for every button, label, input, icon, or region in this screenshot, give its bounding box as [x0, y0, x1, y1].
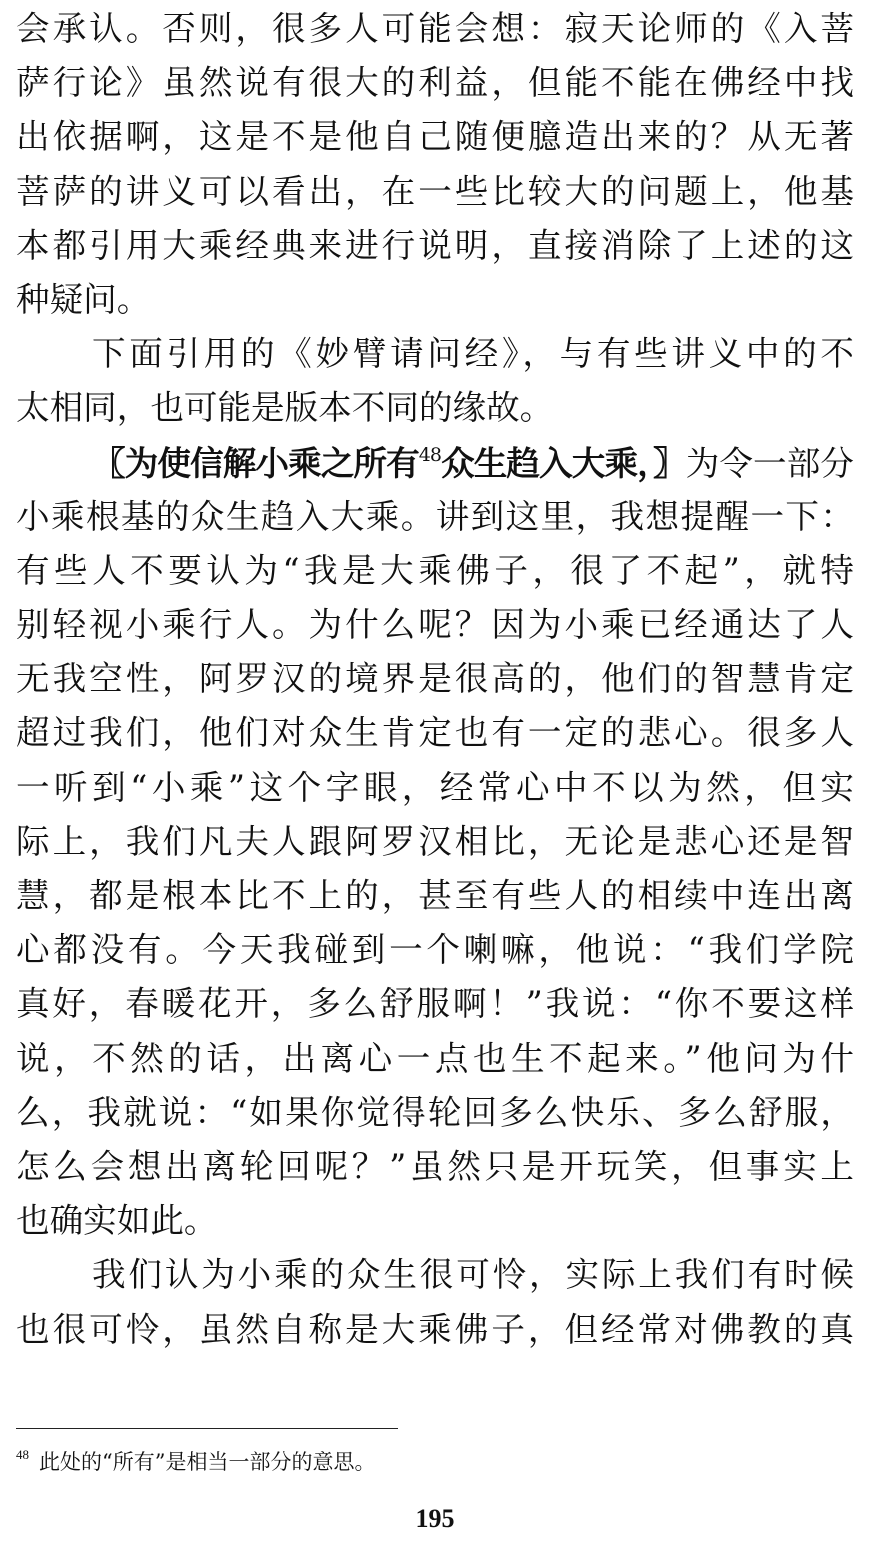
text-line: 本都引用大乘经典来进行说明，直接消除了上述的这	[16, 225, 854, 265]
sutra-quote	[92, 443, 686, 483]
text-line: 有些人不要认为“我是大乘佛子，很了不起”，就特	[16, 550, 854, 590]
text-line: 说，不然的话，出离心一点也生不起来。”他问为什	[16, 1038, 854, 1078]
text-line: 下面引用的《妙臂请问经》，与有些讲义中的不	[92, 334, 854, 374]
text-line: 我们认为小乘的众生很可怜，实际上我们有时候	[92, 1255, 854, 1295]
text-line: 也很可怜，虽然自称是大乘佛子，但经常对佛教的真	[16, 1309, 854, 1349]
text-line-with-quote	[16, 436, 854, 490]
commentary-text: 为令一部分	[685, 443, 854, 483]
footnote-number: 48	[16, 1447, 29, 1462]
text-line: 太相同，也可能是版本不同的缘故。	[16, 388, 554, 428]
text-line: 小乘根基的众生趋入大乘。讲到这里，我想提醒一下：	[16, 496, 854, 536]
text-line: 菩萨的讲义可以看出，在一些比较大的问题上，他基	[16, 171, 854, 211]
text-line: 一听到“小乘”这个字眼，经常心中不以为然，但实	[16, 767, 854, 807]
text-line: 怎么会想出离轮回呢？”虽然只是开玩笑，但事实上	[16, 1146, 854, 1186]
text-line: 出依据啊，这是不是他自己随便臆造出来的？从无著	[16, 117, 854, 157]
footnote-text: 此处的“所有”是相当一部分的意思。	[39, 1450, 376, 1474]
text-line: 别轻视小乘行人。为什么呢？因为小乘已经通达了人	[16, 605, 854, 645]
text-line: 际上，我们凡夫人跟阿罗汉相比，无论是悲心还是智	[16, 821, 854, 861]
text-line: 会承认。否则，很多人可能会想：寂天论师的《入菩	[16, 9, 854, 48]
text-line: 萨行论》虽然说有很大的利益，但能不能在佛经中找	[16, 63, 854, 103]
text-line: 无我空性，阿罗汉的境界是很高的，他们的智慧肯定	[16, 659, 854, 699]
text-line: 种疑问。	[16, 279, 151, 319]
text-line: 也确实如此。	[16, 1201, 218, 1241]
sutra-quote-after: 众生趋入大乘，〗	[440, 442, 686, 483]
footnote-divider	[16, 1428, 398, 1429]
text-line: 慧，都是根本比不上的，甚至有些人的相续中连出离	[16, 876, 854, 915]
sutra-quote-before: 〖为使信解小乘之所有	[92, 442, 419, 483]
text-line: 超过我们，他们对众生肯定也有一定的悲心。很多人	[16, 713, 854, 753]
text-line: 真好，春暖花开，多么舒服啊！”我说：“你不要这样	[16, 984, 854, 1024]
footnote-reference: 48	[418, 443, 441, 466]
page-number: 195	[415, 1504, 455, 1533]
footnote	[16, 1447, 375, 1477]
body-text	[16, 2, 854, 1357]
text-line: 么，我就说：“如果你觉得轮回多么快乐、多么舒服，	[16, 1092, 854, 1132]
text-line: 心都没有。今天我碰到一个喇嘛，他说：“我们学院	[16, 930, 854, 970]
